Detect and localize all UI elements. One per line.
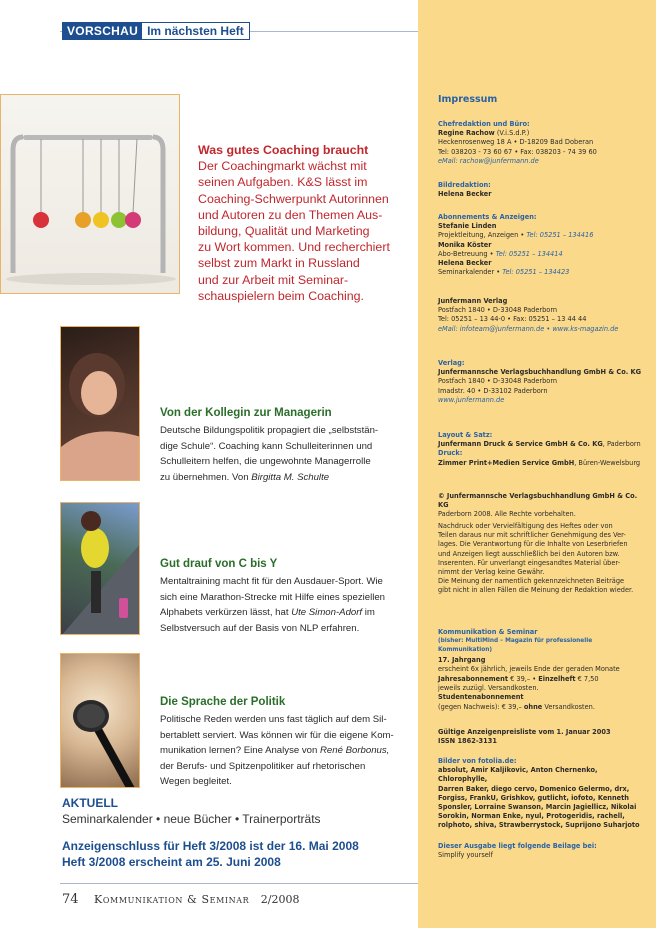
section-label [62,22,250,40]
imp-chefredaktion: Chefredaktion und Büro: Regine Rachow (V.i.S.d.P.) Heckenrosenweg 18 A • D-18209 Bad Doberan Tel: 038203 - 73 60 67 • Fax: 038203 - 74 39 60 eMail: rachow@junfermann.de [438,120,597,165]
magazine-name: Kommunikation & Seminar [94,893,250,906]
article-coaching: Was gutes Coaching braucht Der Coachingmarkt wächst mit seinen Aufgaben. K&S lässt im Coaching-Schwerpunkt Autorinnen und Autoren zu den Themen Aus- bildung, Qualität und Marketing zu Wort kommen. Und recherchiert selbst zum Markt in Russland und zur Arbeit mit Seminar- schauspielern beim Coaching. [198,142,408,304]
imp-abonnements: Abonnements & Anzeigen: Stefanie Linden Projektleitung, Anzeigen • Tel: 05251 – 134416 Monika Köster Abo-Betreuung • Tel: 05251 – 134414 Helena Becker Seminarkalender • Tel: 05251 – 134423 [438,213,594,277]
page-footer [62,892,299,907]
author-name: René Borbonus, [320,745,390,757]
imp-legal: Nachdruck oder Vervielfältigung des Heftes oder von Teilen daraus nur mit schriftlicher Genehmigung des Ver- lages. Die Verantwortung für die Inhalte von Leserbriefen und Anzeigen liegt ausschließlich bei den Autoren bzw. Inserenten. Für unverlangt eingesandtes Material über- nimmt der Verlag keine Gewähr. Die Meinung der namentlich gekennzeichneten Beiträge gibt nicht in allen Fällen die Meinung der Redaktion wieder. [438,522,634,595]
imp-copyright: © Junfermannsche Verlagsbuchhandlung GmbH & Co. KG Paderborn 2008. Alle Rechte vorbehalten. [438,492,638,519]
aktuell-title: AKTUELL [62,796,118,810]
aktuell-text: Seminarkalender • neue Bücher • Trainerporträts [62,812,321,826]
imp-anzeigenpreis: Gültige Anzeigenpreisliste vom 1. Januar 2003 ISSN 1862-3131 [438,728,611,746]
imp-layout-druck: Layout & Satz: Junfermann Druck & Service GmbH & Co. KG, Paderborn Druck: Zimmer Print+Medien Service GmbH, Büren-Wewelsburg [438,431,641,467]
imp-beilage: Dieser Ausgabe liegt folgende Beilage bei: Simplify yourself [438,842,597,860]
article-kollegin-title: Von der Kollegin zur Managerin [160,407,332,419]
article-kollegin: Von der Kollegin zur Managerin Deutsche Bildungspolitik propagiert die „selbststän- dige Schule“. Coaching kann Schulleiterinnen und Schulleitern helfen, die ungewohnte Managerrolle zu übernehmen. Von Birgitta M. Schulte [160,405,410,485]
newtons-cradle-photo [0,94,180,294]
article-politik-title: Die Sprache der Politik [160,696,286,708]
imp-bildredaktion: Bildredaktion: Helena Becker [438,181,492,199]
article-drauf-title: Gut drauf von C bis Y [160,558,278,570]
author-name: Ute Simon-Adorf [291,607,363,619]
author-name: Birgitta M. Schulte [251,471,330,483]
section-tag: VORSCHAU [63,23,142,39]
imp-bildnachweis: Bilder von fotolia.de: absolut, Amir Kaljikovic, Anton Chernenko, Chlorophylle, Darren Baker, diego cervo, Domenico Gelermo, drx, Forgiss, FrankU, Grishkov, gutlicht, iofoto, Kenneth Sponsler, Lorraine Swanson, Marcin Jagiellicz, Nikolai Sorokin, Norman Enke, nyul, Protogeridis, rachell, rolphoto, shiva, Strawberrystock, Suprijono Suharjoto [438,757,640,830]
imp-preise: Jahresabonnement € 39,– • Einzelheft € 7,50 jeweils zuzügl. Versandkosten. Studentenabonnement (gegen Nachweis): € 39,– ohne Versandkosten. [438,675,599,711]
section-title: Im nächsten Heft [147,24,244,38]
impressum-title: Impressum [438,94,498,105]
woman-portrait-photo [60,326,140,481]
runner-photo [60,502,140,635]
article-coaching-title: Was gutes Coaching braucht [198,143,369,157]
imp-verlag: Verlag: Junfermannsche Verlagsbuchhandlung GmbH & Co. KG Postfach 1840 • D-33048 Paderborn Imadstr. 40 • D-33102 Paderborn www.junfermann.de [438,359,642,404]
imp-magazin: Kommunikation & Seminar (bisher: MultiMind – Magazin für professionelle Kommunikation) 17. Jahrgang erscheint 6x jährlich, jeweils Ende der geraden Monate [438,628,620,673]
aktuell-block [62,795,412,827]
article-politik: Die Sprache der Politik Politische Reden werden uns fast täglich auf dem Sil- bertablett serviert. Was können wir für die eigene Kom- munikation lernen? Eine Analyse von René Borbonus, der Berufs- und Spitzenpolitiker auf rhetorischen Wegen begleitet. [160,694,410,790]
article-drauf: Gut drauf von C bis Y Mentaltraining macht fit für den Ausdauer-Sport. Wie sich eine Marathon-Strecke mit Hilfe eines speziellen Alphabets verkürzen lässt, hat Ute Simon-Adorf im Selbstversuch auf der Basis von NLP erfahren. [160,556,410,636]
footer-rule [60,883,418,884]
microphone-photo [60,653,140,788]
page-number: 74 [62,892,79,907]
anzeigenschluss: Anzeigenschluss für Heft 3/2008 ist der 16. Mai 2008 Heft 3/2008 erscheint am 25. Juni 2008 [62,839,359,869]
imp-junfermann-verlag: Junfermann Verlag Postfach 1840 • D-33048 Paderborn Tel: 05251 – 13 44-0 • Fax: 05251 – 13 44 44 eMail: infoteam@junfermann.de • www.ks-magazin.de [438,297,619,333]
issue-number: 2/2008 [260,893,300,906]
